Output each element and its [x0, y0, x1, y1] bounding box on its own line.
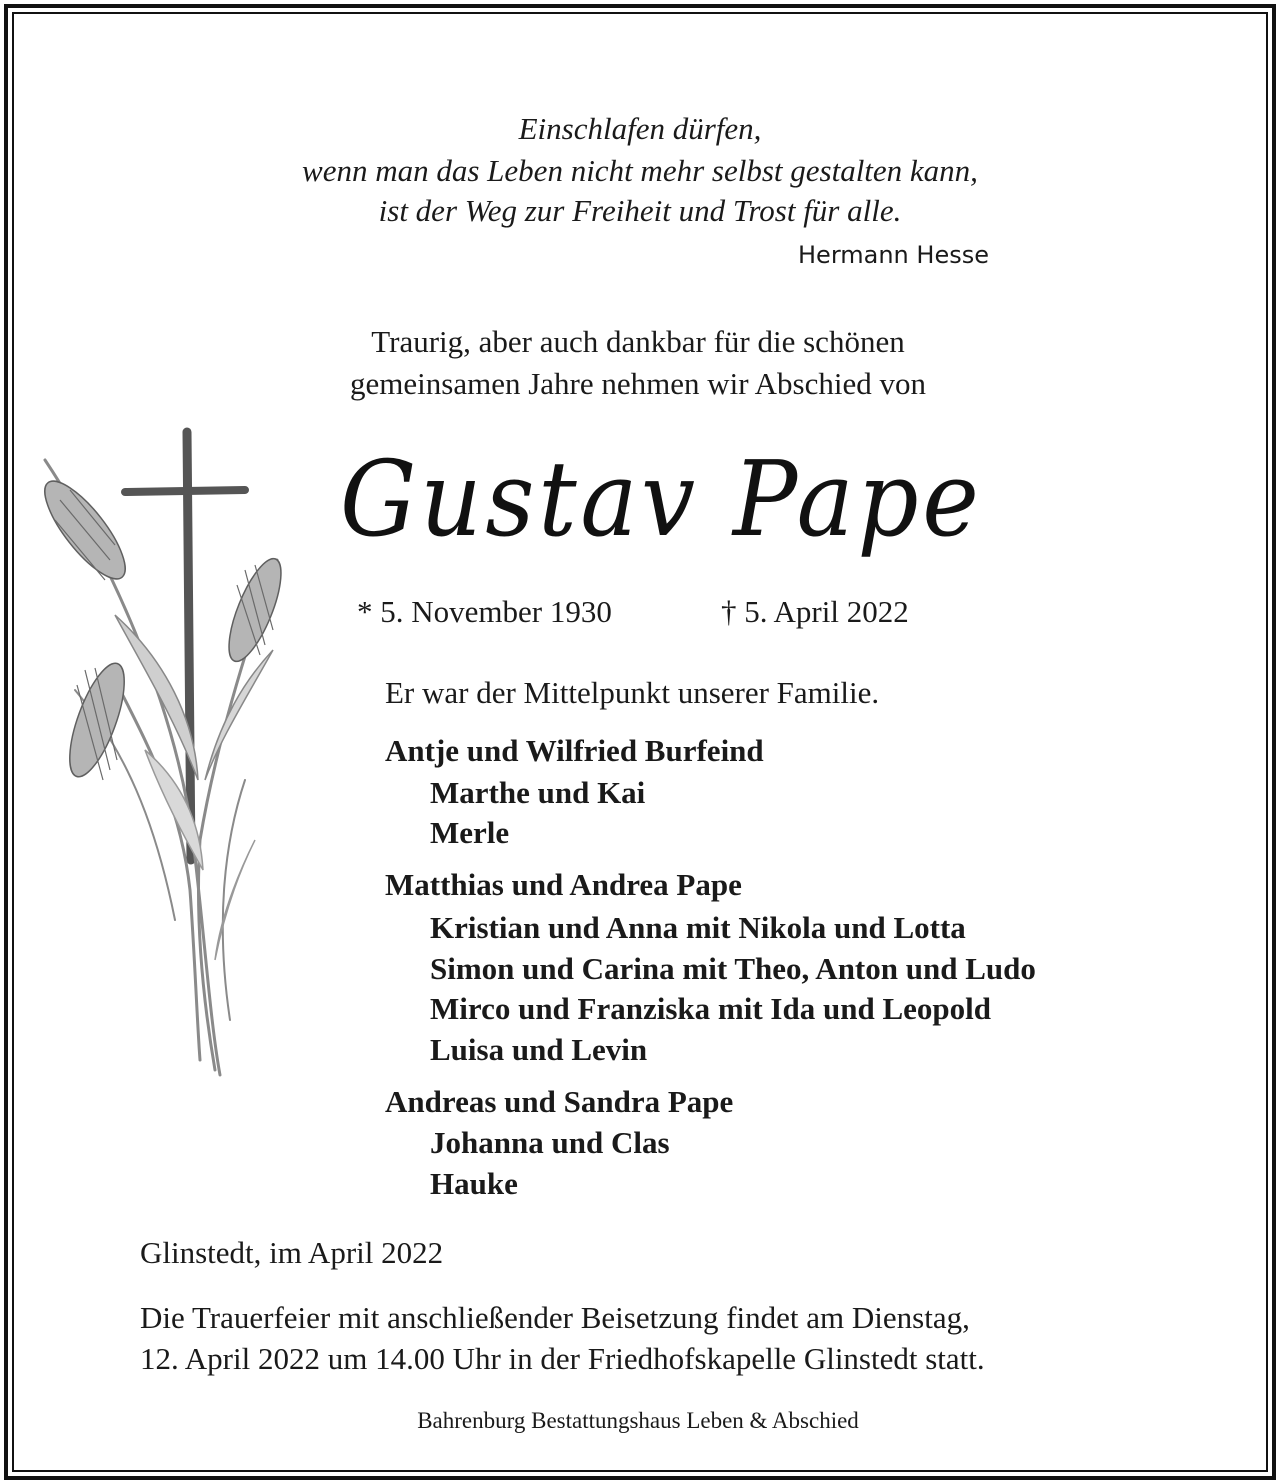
quote-author: Hermann Hesse — [798, 241, 989, 269]
place-date: Glinstedt, im April 2022 — [140, 1235, 444, 1270]
family-member: Mirco und Franziska mit Ida und Leopold — [430, 991, 991, 1026]
family-member: Luisa und Levin — [430, 1032, 648, 1067]
family-member: Hauke — [430, 1166, 518, 1201]
family-member: Kristian und Anna mit Nikola und Lotta — [430, 910, 966, 945]
family-head: Matthias und Andrea Pape — [385, 867, 742, 902]
service-line-1: Die Trauerfeier mit anschließender Beisetzung findet am Dienstag, — [140, 1300, 970, 1335]
family-member: Merle — [430, 815, 510, 850]
family-head: Antje und Wilfried Burfeind — [385, 733, 764, 768]
quote-line-1: Einschlafen dürfen, — [518, 111, 762, 146]
family-member: Johanna und Clas — [430, 1125, 670, 1160]
family-member: Simon und Carina mit Theo, Anton und Ludo — [430, 951, 1036, 986]
service-line-2: 12. April 2022 um 14.00 Uhr in der Friedhofskapelle Glinstedt statt. — [140, 1341, 985, 1376]
quote-line-3: ist der Weg zur Freiheit und Trost für alle. — [378, 193, 902, 228]
intro-line-1: Traurig, aber auch dankbar für die schönen — [371, 324, 905, 359]
cross-with-wheat-icon — [15, 420, 315, 1085]
tribute-text: Er war der Mittelpunkt unserer Familie. — [385, 675, 880, 710]
intro-line-2: gemeinsamen Jahre nehmen wir Abschied von — [350, 366, 926, 401]
quote-line-2: wenn man das Leben nicht mehr selbst gestalten kann, — [302, 153, 978, 188]
deceased-name: Gustav Pape — [340, 438, 983, 560]
family-member: Marthe und Kai — [430, 775, 646, 810]
death-date: † 5. April 2022 — [721, 594, 909, 629]
family-head: Andreas und Sandra Pape — [385, 1084, 734, 1119]
funeral-home: Bahrenburg Bestattungshaus Leben & Abschied — [417, 1408, 859, 1433]
birth-date: * 5. November 1930 — [357, 594, 612, 629]
